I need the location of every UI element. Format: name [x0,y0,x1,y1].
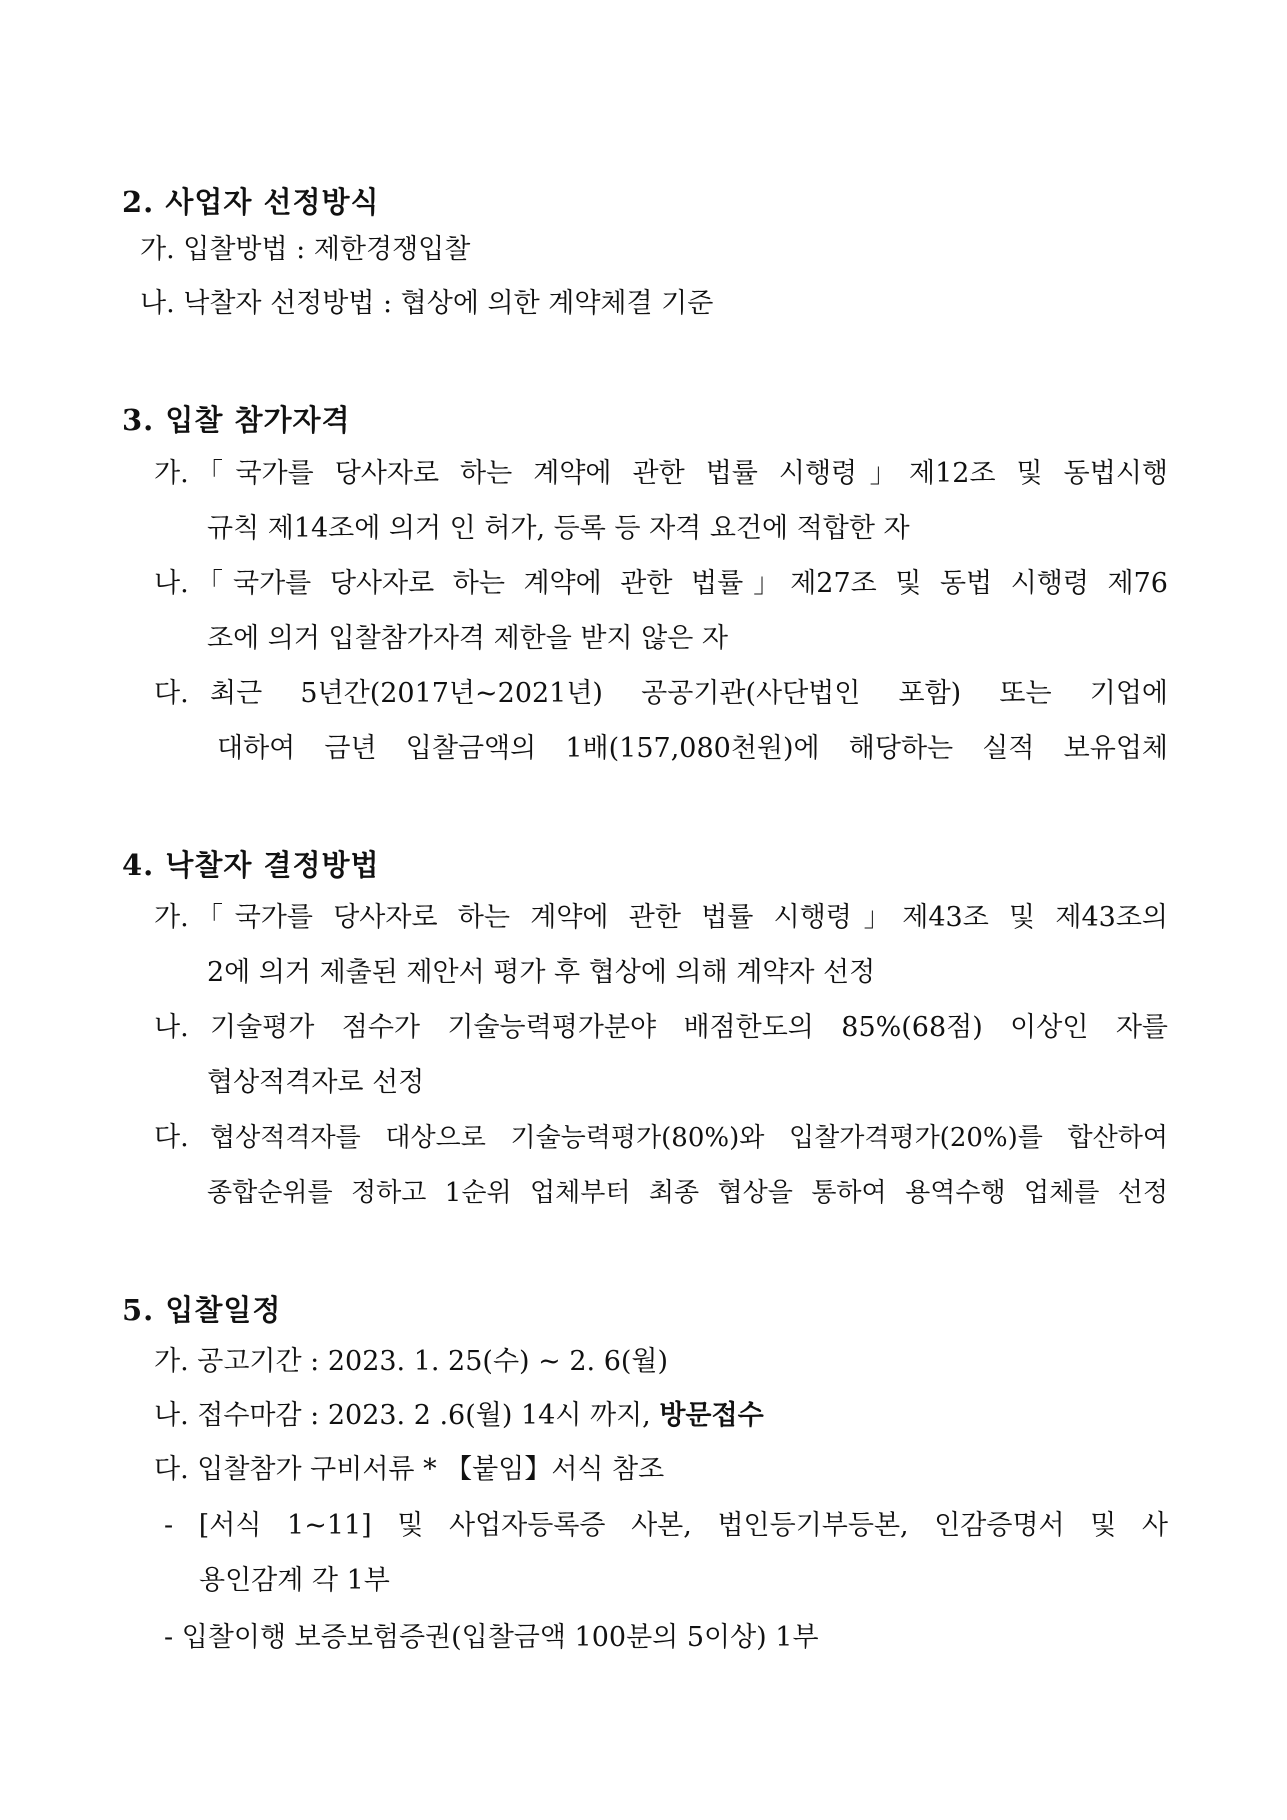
section-3-item-a-line2: 규칙 제14조에 의거 인 허가, 등록 등 자격 요건에 적합한 자 [207,513,910,544]
section-3-item-c-marker: 다. [154,678,189,709]
section-5-item-d-line1: - [서식 1~11] 및 사업자등록증 사본, 법인등기부등본, 인감증명서 및 사 [164,1510,1168,1541]
section-4-item-b-marker: 나. [154,1012,189,1043]
section-2-title: 2. 사업자 선정방식 [122,185,380,219]
section-3-title: 3. 입찰 참가자격 [122,403,351,437]
section-4-item-b-line1: 기술평가 점수가 기술능력평가분야 배점한도의 85%(68점) 이상인 자를 [210,1012,1168,1043]
section-4-item-c-line2: 종합순위를 정하고 1순위 업체부터 최종 협상을 통하여 용역수행 업체를 선정 [207,1178,1168,1208]
section-5-item-a: 가. 공고기간 : 2023. 1. 25(수) ~ 2. 6(월) [154,1346,669,1377]
section-2-item-b: 나. 낙찰자 선정방법 : 협상에 의한 계약체결 기준 [140,288,714,319]
section-4-item-a-line2: 2에 의거 제출된 제안서 평가 후 협상에 의해 계약자 선정 [207,957,876,988]
section-4-item-c-line1: 협상적격자를 대상으로 기술능력평가(80%)와 입찰가격평가(20%)를 합산하여 [210,1123,1168,1153]
section-3-item-c-line1: 최근 5년간(2017년~2021년) 공공기관(사단법인 포함) 또는 기업에 [210,678,1168,709]
section-5-item-b [154,1398,764,1434]
section-4-item-c-marker: 다. [154,1122,189,1153]
section-2-item-a: 가. 입찰방법 : 제한경쟁입찰 [140,234,471,265]
section-4-item-a-line1: 「국가를 당사자로 하는 계약에 관한 법률 시행령」제43조 및 제43조의 [196,902,1168,933]
section-4-item-b-line2: 협상적격자로 선정 [207,1067,425,1098]
section-3-item-b-marker: 나. [154,568,189,599]
section-3-item-c-line2: 대하여 금년 입찰금액의 1배(157,080천원)에 해당하는 실적 보유업체 [217,733,1168,764]
section-3-item-a-marker: 가. [154,458,189,489]
section-4-title: 4. 낙찰자 결정방법 [122,848,380,882]
section-5-item-b-text: 나. 접수마감 : 2023. 2 .6(월) 14시 까지, [154,1400,660,1431]
section-5-title: 5. 입찰일정 [122,1293,282,1327]
section-4-item-a-marker: 가. [154,902,189,933]
section-3-item-b-line1: 「국가를 당사자로 하는 계약에 관한 법률」제27조 및 동법 시행령 제76 [196,568,1168,599]
section-5-item-e: - 입찰이행 보증보험증권(입찰금액 100분의 5이상) 1부 [164,1622,819,1653]
section-5-item-b-emphasis: 방문접수 [659,1400,764,1431]
section-3-item-b-line2: 조에 의거 입찰참가자격 제한을 받지 않은 자 [207,623,728,654]
section-5-item-d-line2: 용인감계 각 1부 [199,1565,390,1596]
section-5-item-c: 다. 입찰참가 구비서류 * 【붙임】서식 참조 [154,1454,665,1485]
section-3-item-a-line1: 「국가를 당사자로 하는 계약에 관한 법률 시행령」제12조 및 동법시행 [196,458,1168,489]
